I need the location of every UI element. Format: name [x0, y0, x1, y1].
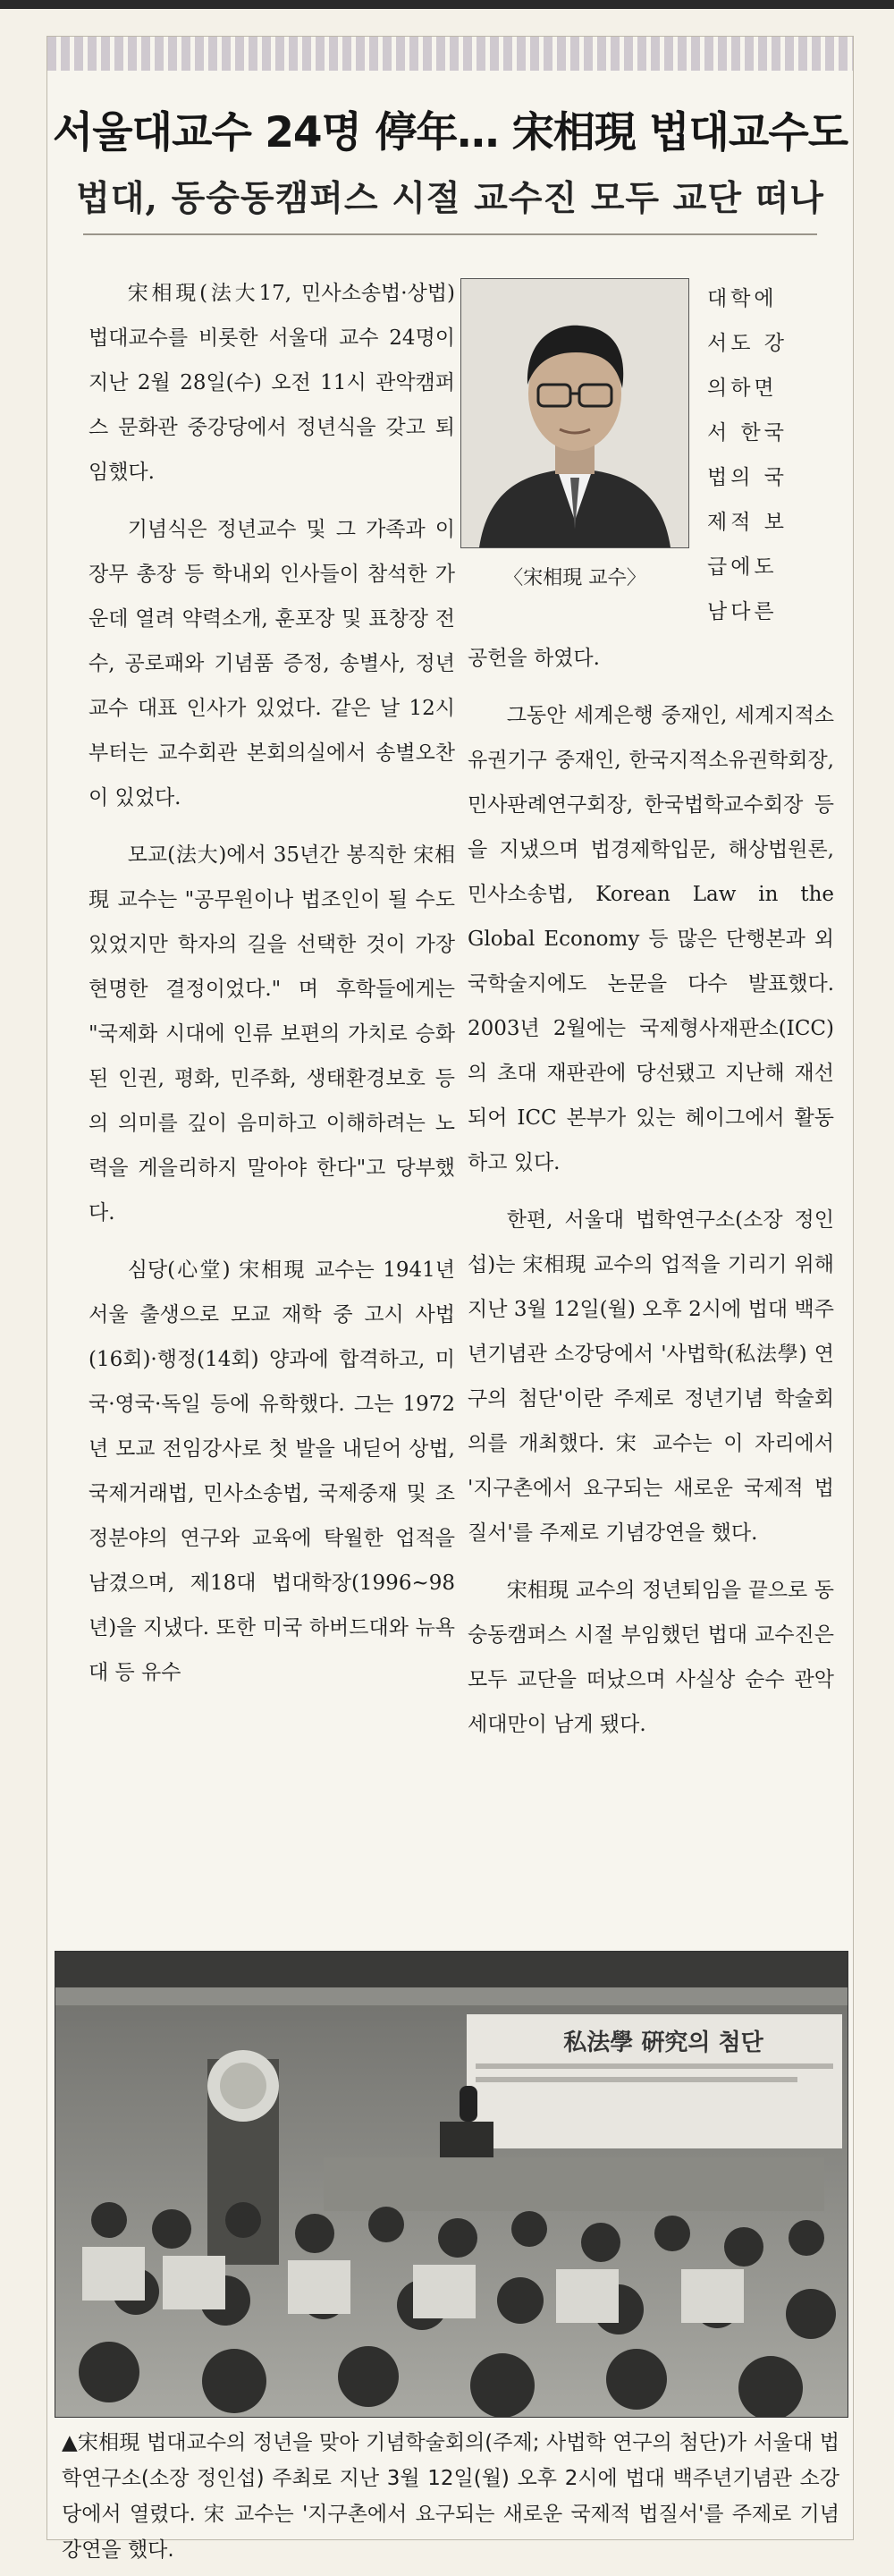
decorative-pattern-band [47, 37, 853, 71]
portrait-figure [460, 278, 689, 616]
paragraph: 심당(心堂) 宋相現 교수는 1941년 서울 출생으로 모교 재학 중 고시 사법(16회)·행정(14회) 양과에 합격하고, 미국·영국·독일 등에 유학했다. 그는 1972년 모교 전임강사로 첫 발을 내딛어 상법, 국제거래법, 민사소송법, 국제중재 및 조정분야의 연구와 교육에 탁월한 업적을 남겼으며, 제18대 법대학장(1996~98년)을 지냈다. 또한 미국 하버드대와 뉴욕대 등 유수 [89, 1258, 455, 1684]
portrait-illustration [461, 279, 688, 547]
right-column [468, 636, 834, 1759]
text-line: 남다른 [707, 600, 778, 623]
lecture-hall-illustration [55, 1952, 848, 2417]
portrait-photo [460, 278, 689, 548]
wrapped-text-column [707, 276, 841, 634]
event-photo [55, 1951, 848, 2418]
paragraph: 한편, 서울대 법학연구소(소장 정인섭)는 宋相現 교수의 업적을 기리기 위해 지난 3월 12일(월) 오후 2시에 법대 백주년기념관 소강당에서 '사법학(私法學) 연구의 첨단'이란 주제로 정년기념 학술회의를 개최했다. 宋 교수는 이 자리에서 '지구촌에서 요구되는 새로운 국제적 법질서'를 주제로 기념강연을 했다. [468, 1208, 834, 1545]
divider [83, 233, 817, 235]
text-line: 급에도 [707, 555, 778, 579]
text-line: 제적 보 [707, 511, 788, 534]
article [46, 36, 854, 2562]
paragraph: 기념식은 정년교수 및 그 가족과 이장무 총장 등 학내외 인사들이 참석한 가운데 열려 약력소개, 훈포장 및 표창장 전수, 공로패와 기념품 증정, 송별사, 정년교수 대표 인사가 있었다. 같은 날 12시부터는 교수회관 본회의실에서 송별오찬이 있었다. [89, 518, 455, 809]
paragraph: 그동안 세계은행 중재인, 세계지적소유권기구 중재인, 한국지적소유권학회장, 민사판례연구회장, 한국법학교수회장 등을 지냈으며 법경제학입문, 해상법원론, 민사소송법, Korean Law in the Global Economy 등 많은 단행본과 외국학술지에도 논문을 다수 발표했다. 2003년 2월에는 국제형사재판소(ICC)의 초대 재판관에 당선됐고 지난해 재선되어 ICC 본부가 있는 헤이그에서 활동하고 있다. [468, 704, 834, 1174]
paragraph: 宋相現(法大17, 민사소송법·상법) 법대교수를 비롯한 서울대 교수 24명이 지난 2월 28일(수) 오전 11시 관악캠퍼스 문화관 중강당에서 정년식을 갖고 퇴임했다. [89, 282, 455, 484]
subheadline: 법대, 동숭동캠퍼스 시절 교수진 모두 교단 떠나 [76, 178, 824, 219]
text-line: 서 한국 [707, 421, 788, 445]
portrait-caption: 〈宋相現 교수〉 [503, 567, 646, 589]
paragraph: 공헌을 하였다. [468, 647, 600, 670]
text-line: 법의 국 [707, 466, 788, 489]
text-line: 대학에 [707, 287, 778, 310]
photo-caption: ▲宋相現 법대교수의 정년을 맞아 기념학술회의(주제; 사법학 연구의 첨단)가 서울대 법학연구소(소장 정인섭) 주최로 지난 3월 12일(월) 오후 2시에 법대 백주년기념관 소강당에서 열렸다. 宋 교수는 '지구촌에서 요구되는 새로운 국제적 법질서'를 주제로 기념강연을 했다. [62, 2431, 839, 2562]
paragraph: 宋相現 교수의 정년퇴임을 끝으로 동숭동캠퍼스 시절 부임했던 법대 교수진은 모두 교단을 떠났으며 사실상 순수 관악 세대만이 남게 됐다. [468, 1579, 834, 1736]
paragraph: 모교(法大)에서 35년간 봉직한 宋相現 교수는 "공무원이나 법조인이 될 수도 있었지만 학자의 길을 선택한 것이 가장 현명한 결정이었다." 며 후학들에게는 "국제화 시대에 인류 보편의 가치로 승화된 인권, 평화, 민주화, 생태환경보호 등의 의미를 깊이 음미하고 이해하려는 노력을 게을리하지 말아야 한다"고 당부했다. [89, 843, 455, 1224]
text-line: 의하면 [707, 377, 778, 400]
top-rule [0, 0, 894, 9]
banner-text: 私法學 硏究의 첨단 [563, 2029, 763, 2056]
left-column [89, 271, 455, 1707]
text-line: 서도 강 [707, 332, 788, 355]
headline: 서울대교수 24명 停年… 宋相現 법대교수도 [52, 108, 848, 157]
